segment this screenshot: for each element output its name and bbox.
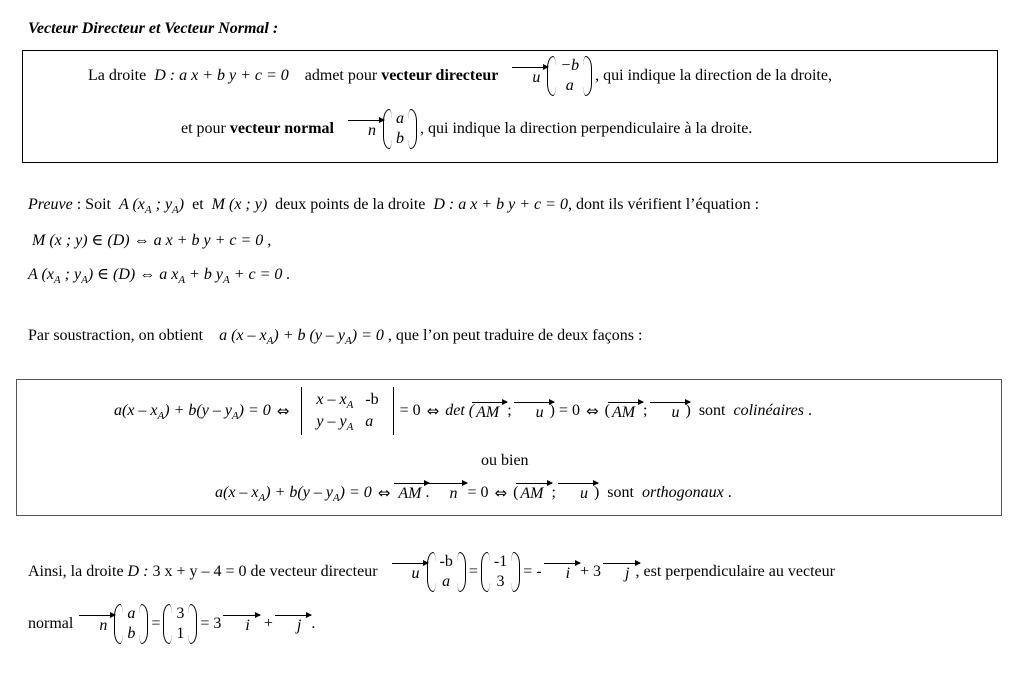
vector-j-symbol: j (277, 614, 307, 635)
vector-u-symbol: u (516, 401, 550, 422)
text: = (151, 615, 161, 632)
text: = 0 (467, 483, 489, 501)
text: . (311, 615, 316, 632)
text: Ainsi, la droite (28, 563, 124, 580)
keyword-colineaires: colinéaires (733, 402, 804, 419)
column-vector-n (383, 109, 417, 149)
right-paren-icon (583, 56, 592, 96)
vector-u-symbol: u (652, 401, 686, 422)
det-cell: -b (365, 391, 379, 408)
text: ) (685, 402, 691, 419)
lhs-equation: $a(x - x_A) + b(y - y_A) = 0$ (114, 402, 271, 422)
column-vector-n (114, 604, 148, 644)
right-paren-icon (408, 109, 417, 149)
vector-component: b (396, 130, 404, 147)
vector-component: -1 (493, 553, 508, 570)
lhs-equation: $a(x - x_A) + b(y - y_A) = 0$ (215, 483, 372, 504)
left-paren-icon (114, 604, 123, 644)
equivalence-icon: ⇔ (494, 483, 508, 502)
text: = - (523, 563, 542, 580)
text: ; (507, 402, 512, 419)
text: = 3 (200, 615, 222, 632)
proof-label: Preuve (28, 196, 73, 213)
text: deux points de la droite (275, 196, 426, 213)
left-paren-icon (163, 604, 172, 644)
text: , qui indique la direction de la droite, (595, 67, 832, 84)
definition-line-2 (181, 110, 752, 148)
vector-u-symbol: u (560, 482, 594, 503)
vector-AM: AM (396, 482, 425, 503)
line-label: D : (127, 563, 149, 580)
right-paren-icon (457, 552, 466, 592)
vector-component: 3 (496, 573, 505, 590)
vector-component: 1 (176, 625, 185, 642)
text: admet pour (304, 67, 378, 84)
vector-component: −b (560, 57, 580, 74)
text: = 0 (399, 402, 421, 419)
vector-component: 3 (176, 605, 185, 622)
vector-AM: AM (610, 401, 639, 422)
ou-bien-text: ou bien (481, 452, 529, 469)
equivalence-icon: ⇔ (586, 402, 599, 420)
text: + 3 (580, 563, 602, 580)
example-line-2 (28, 602, 315, 646)
subtraction-line (28, 327, 642, 345)
vector-n-symbol: n (350, 119, 380, 140)
subtraction-equation: a $(x - x_A) + b$ $(y - y_A) = 0$ (219, 327, 384, 347)
text: ) = 0 (549, 402, 581, 419)
text: , que l’on peut traduire de deux façons : (387, 327, 643, 344)
equivalence-icon: ⇔ (377, 483, 391, 502)
det-cell: y – $y_A$ (316, 413, 354, 433)
keyword-vecteur-normal: vecteur normal (229, 120, 334, 137)
proof-line-1 (28, 196, 759, 214)
keyword-orthogonaux: orthogonaux (641, 483, 724, 501)
column-vector-u (427, 552, 466, 592)
text: Par soustraction, on obtient (28, 327, 204, 344)
text: , qui indique la direction perpendiculaire à la droite. (420, 120, 753, 137)
point-A: A ($x_A$ ; $y_A$) (118, 196, 185, 216)
vector-i-symbol: i (546, 562, 576, 583)
text: et (192, 196, 204, 213)
example-equation: 3 x + y – 4 = 0 (152, 563, 247, 580)
det-cell: a (365, 413, 374, 430)
text: . (425, 483, 430, 501)
det-label: det ( (445, 402, 475, 419)
text: ) (593, 483, 600, 501)
text: . (808, 402, 812, 419)
text: sont (607, 483, 634, 501)
text: , est perpendiculaire au vecteur (635, 563, 835, 580)
vector-component: a (127, 605, 136, 622)
text: ( (604, 402, 610, 419)
text: : Soit (76, 196, 111, 213)
right-paren-icon (511, 552, 520, 592)
section-title: Vecteur Directeur et Vecteur Normal : (28, 20, 279, 37)
vector-component: a (396, 110, 404, 127)
equivalence-icon: ⇔ (426, 402, 440, 420)
left-paren-icon (481, 552, 490, 592)
text: + (263, 615, 273, 632)
text: ( (513, 483, 519, 501)
column-vector-values (163, 604, 197, 644)
text: de vecteur directeur (250, 563, 378, 580)
equivalence-icon: ⇔ (276, 402, 290, 420)
left-paren-icon (383, 109, 392, 149)
text: normal (28, 615, 74, 632)
text: et pour (181, 120, 226, 137)
text: , dont ils vérifient l’équation : (567, 196, 760, 213)
left-paren-icon (427, 552, 436, 592)
line-equation: D : a x + b y + c = 0 (433, 196, 568, 213)
text: . (727, 483, 732, 501)
right-paren-icon (188, 604, 197, 644)
proof-line-3: A ($x_A$ ; $y_A$) ∈ (D) ⇔ a $x_A + b$ $y_A + c = 0$ . (28, 266, 291, 286)
vector-AM: AM (474, 401, 503, 422)
text: La droite (88, 67, 147, 84)
definition-line-1 (88, 58, 832, 94)
text: sont (698, 402, 726, 419)
orthogonal-line (215, 482, 732, 503)
text: = (468, 563, 478, 580)
keyword-vecteur-directeur: vecteur directeur (381, 67, 499, 84)
vector-component: a (565, 77, 574, 94)
line-equation: D : a x + b y + c = 0 (154, 67, 289, 84)
determinant (301, 387, 393, 435)
vector-component: a (442, 573, 451, 590)
vector-n-symbol: n (81, 614, 111, 635)
vector-component: -b (439, 553, 453, 570)
text: ; (551, 483, 556, 501)
vector-AM: AM (518, 482, 547, 503)
det-cell: x – $x_A$ (316, 391, 354, 411)
column-vector-u (547, 56, 592, 96)
colinear-line (114, 386, 812, 436)
text: ; (643, 402, 648, 419)
vector-n-symbol: n (429, 482, 463, 503)
example-line-1 (28, 550, 835, 594)
vector-component: b (127, 625, 136, 642)
column-vector-values (481, 552, 520, 592)
vector-j-symbol: j (605, 562, 635, 583)
vector-u-symbol: u (394, 562, 424, 583)
left-paren-icon (547, 56, 556, 96)
proof-line-2: M (x ; y) ∈ (D) ⇔ a x + b y + c = 0 , (32, 232, 272, 249)
right-paren-icon (139, 604, 148, 644)
point-M: M (x ; y) (211, 196, 268, 213)
vector-u-symbol: u (514, 66, 544, 87)
vector-i-symbol: i (225, 614, 255, 635)
